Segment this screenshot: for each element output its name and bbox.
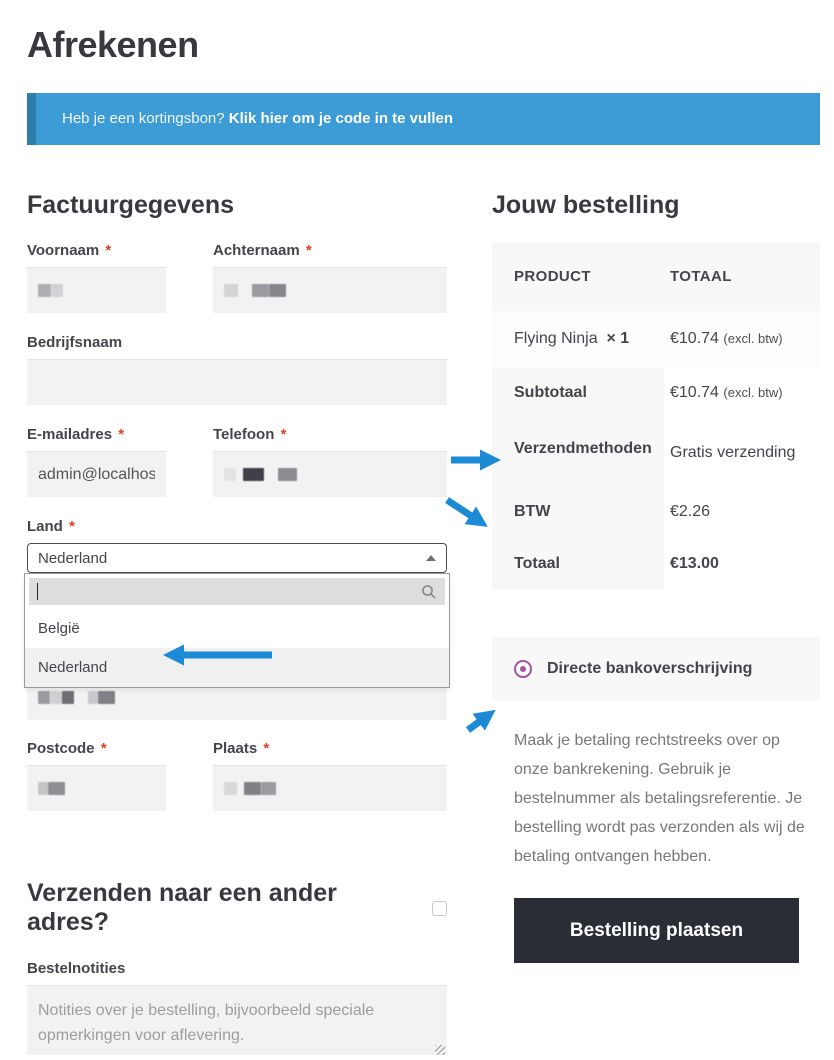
redacted-value (224, 782, 237, 795)
redacted-value (244, 782, 261, 795)
annotation-arrow-shipping (448, 446, 518, 474)
postcode-field[interactable] (27, 765, 166, 811)
subtotal-row (492, 367, 820, 419)
payment-method-option[interactable] (492, 637, 820, 701)
chevron-up-icon (426, 555, 436, 561)
column-total: TOTAAL (670, 268, 732, 285)
required-mark: * (305, 242, 312, 259)
annotation-arrow-payment (460, 692, 516, 738)
ship-elsewhere-checkbox[interactable] (432, 901, 447, 916)
column-product: PRODUCT (514, 268, 591, 285)
total-row (492, 538, 820, 590)
redacted-value (243, 468, 264, 481)
page-title: Afrekenen (27, 24, 199, 65)
redacted-value (252, 284, 269, 297)
order-title: Jouw bestelling (492, 191, 680, 219)
required-mark: * (118, 426, 125, 443)
coupon-banner (27, 93, 820, 145)
shipping-label: Verzendmethoden (492, 419, 664, 486)
annotation-arrow-country-option (142, 641, 278, 669)
payment-description: Maak je betaling rechtstreeks over op onze bankrekening. Gebruik je bestelnummer als betalingsreferentie. Je bestelling wordt pas verzonden als wij de betaling ontvangen hebben. (514, 732, 805, 865)
last-name-field[interactable] (213, 267, 447, 313)
postcode-label: Postcode * (27, 740, 107, 757)
required-mark: * (69, 518, 75, 535)
city-field[interactable] (213, 765, 447, 811)
redacted-value (50, 691, 62, 704)
required-mark: * (263, 740, 270, 757)
redacted-value (98, 691, 115, 704)
order-review (492, 191, 820, 1060)
redacted-value (48, 782, 65, 795)
shipping-row (492, 419, 820, 486)
tax-label: BTW (492, 486, 664, 538)
redacted-value (269, 284, 286, 297)
redacted-value (224, 468, 236, 481)
country-dropdown (24, 573, 450, 688)
payment-method-label: Directe bankoverschrijving (547, 660, 753, 677)
company-label: Bedrijfsnaam (27, 334, 123, 351)
country-select[interactable] (27, 543, 447, 573)
resize-handle[interactable] (435, 1045, 445, 1055)
redacted-value (51, 284, 63, 297)
country-option-belgie[interactable]: België (25, 609, 449, 648)
item-name: Flying Ninja (514, 330, 598, 347)
redacted-value (261, 782, 276, 795)
item-price: €10.74 (670, 330, 719, 347)
required-mark: * (280, 426, 287, 443)
email-field[interactable] (27, 451, 166, 497)
last-name-label: Achternaam * (213, 242, 312, 259)
city-label: Plaats * (213, 740, 270, 757)
redacted-value (38, 284, 51, 297)
item-price-note: (excl. btw) (723, 331, 783, 346)
total-label: Totaal (492, 538, 664, 590)
ship-elsewhere-heading (27, 879, 447, 937)
country-label: Land * (27, 518, 75, 535)
place-order-button[interactable]: Bestelling plaatsen (514, 898, 799, 963)
tax-value: €2.26 (670, 503, 711, 520)
redacted-value (224, 284, 238, 297)
country-search-input[interactable] (29, 578, 445, 605)
search-icon (421, 584, 437, 600)
phone-field[interactable] (213, 451, 447, 497)
annotation-arrow-tax (442, 492, 514, 546)
phone-label: Telefoon * (213, 426, 287, 443)
subtotal-label: Subtotaal (492, 367, 664, 419)
redacted-value (62, 691, 74, 704)
order-table (492, 242, 820, 590)
redacted-value (38, 691, 50, 704)
text-cursor (37, 583, 38, 600)
shipping-value: Gratis verzending (670, 444, 796, 461)
order-item-row (492, 311, 820, 367)
redacted-value (88, 691, 98, 704)
subtotal-value: €10.74 (670, 384, 719, 401)
redacted-value (278, 468, 297, 481)
redacted-value (38, 782, 48, 795)
subtotal-note: (excl. btw) (723, 385, 783, 400)
country-selected-value: Nederland (38, 549, 108, 567)
coupon-banner-text: Heb je een kortingsbon? (62, 110, 225, 127)
order-table-header (492, 242, 820, 311)
required-mark: * (105, 242, 112, 259)
ship-elsewhere-label: Verzenden naar een ander adres? (27, 879, 337, 936)
order-notes-field[interactable] (27, 985, 447, 1055)
order-notes-label: Bestelnotities (27, 960, 126, 977)
first-name-field[interactable] (27, 267, 166, 313)
required-mark: * (100, 740, 107, 757)
tax-row (492, 486, 820, 538)
billing-title: Factuurgegevens (27, 191, 235, 219)
first-name-label: Voornaam * (27, 242, 112, 259)
item-qty: × 1 (606, 330, 630, 347)
payment-radio[interactable] (514, 660, 532, 678)
coupon-link[interactable]: Klik hier om je code in te vullen (228, 110, 454, 127)
country-option-nederland[interactable]: Nederland (25, 648, 449, 687)
company-field[interactable] (27, 359, 447, 405)
total-value: €13.00 (670, 555, 719, 572)
billing-form (27, 191, 447, 1060)
email-label: E-mailadres * (27, 426, 125, 443)
